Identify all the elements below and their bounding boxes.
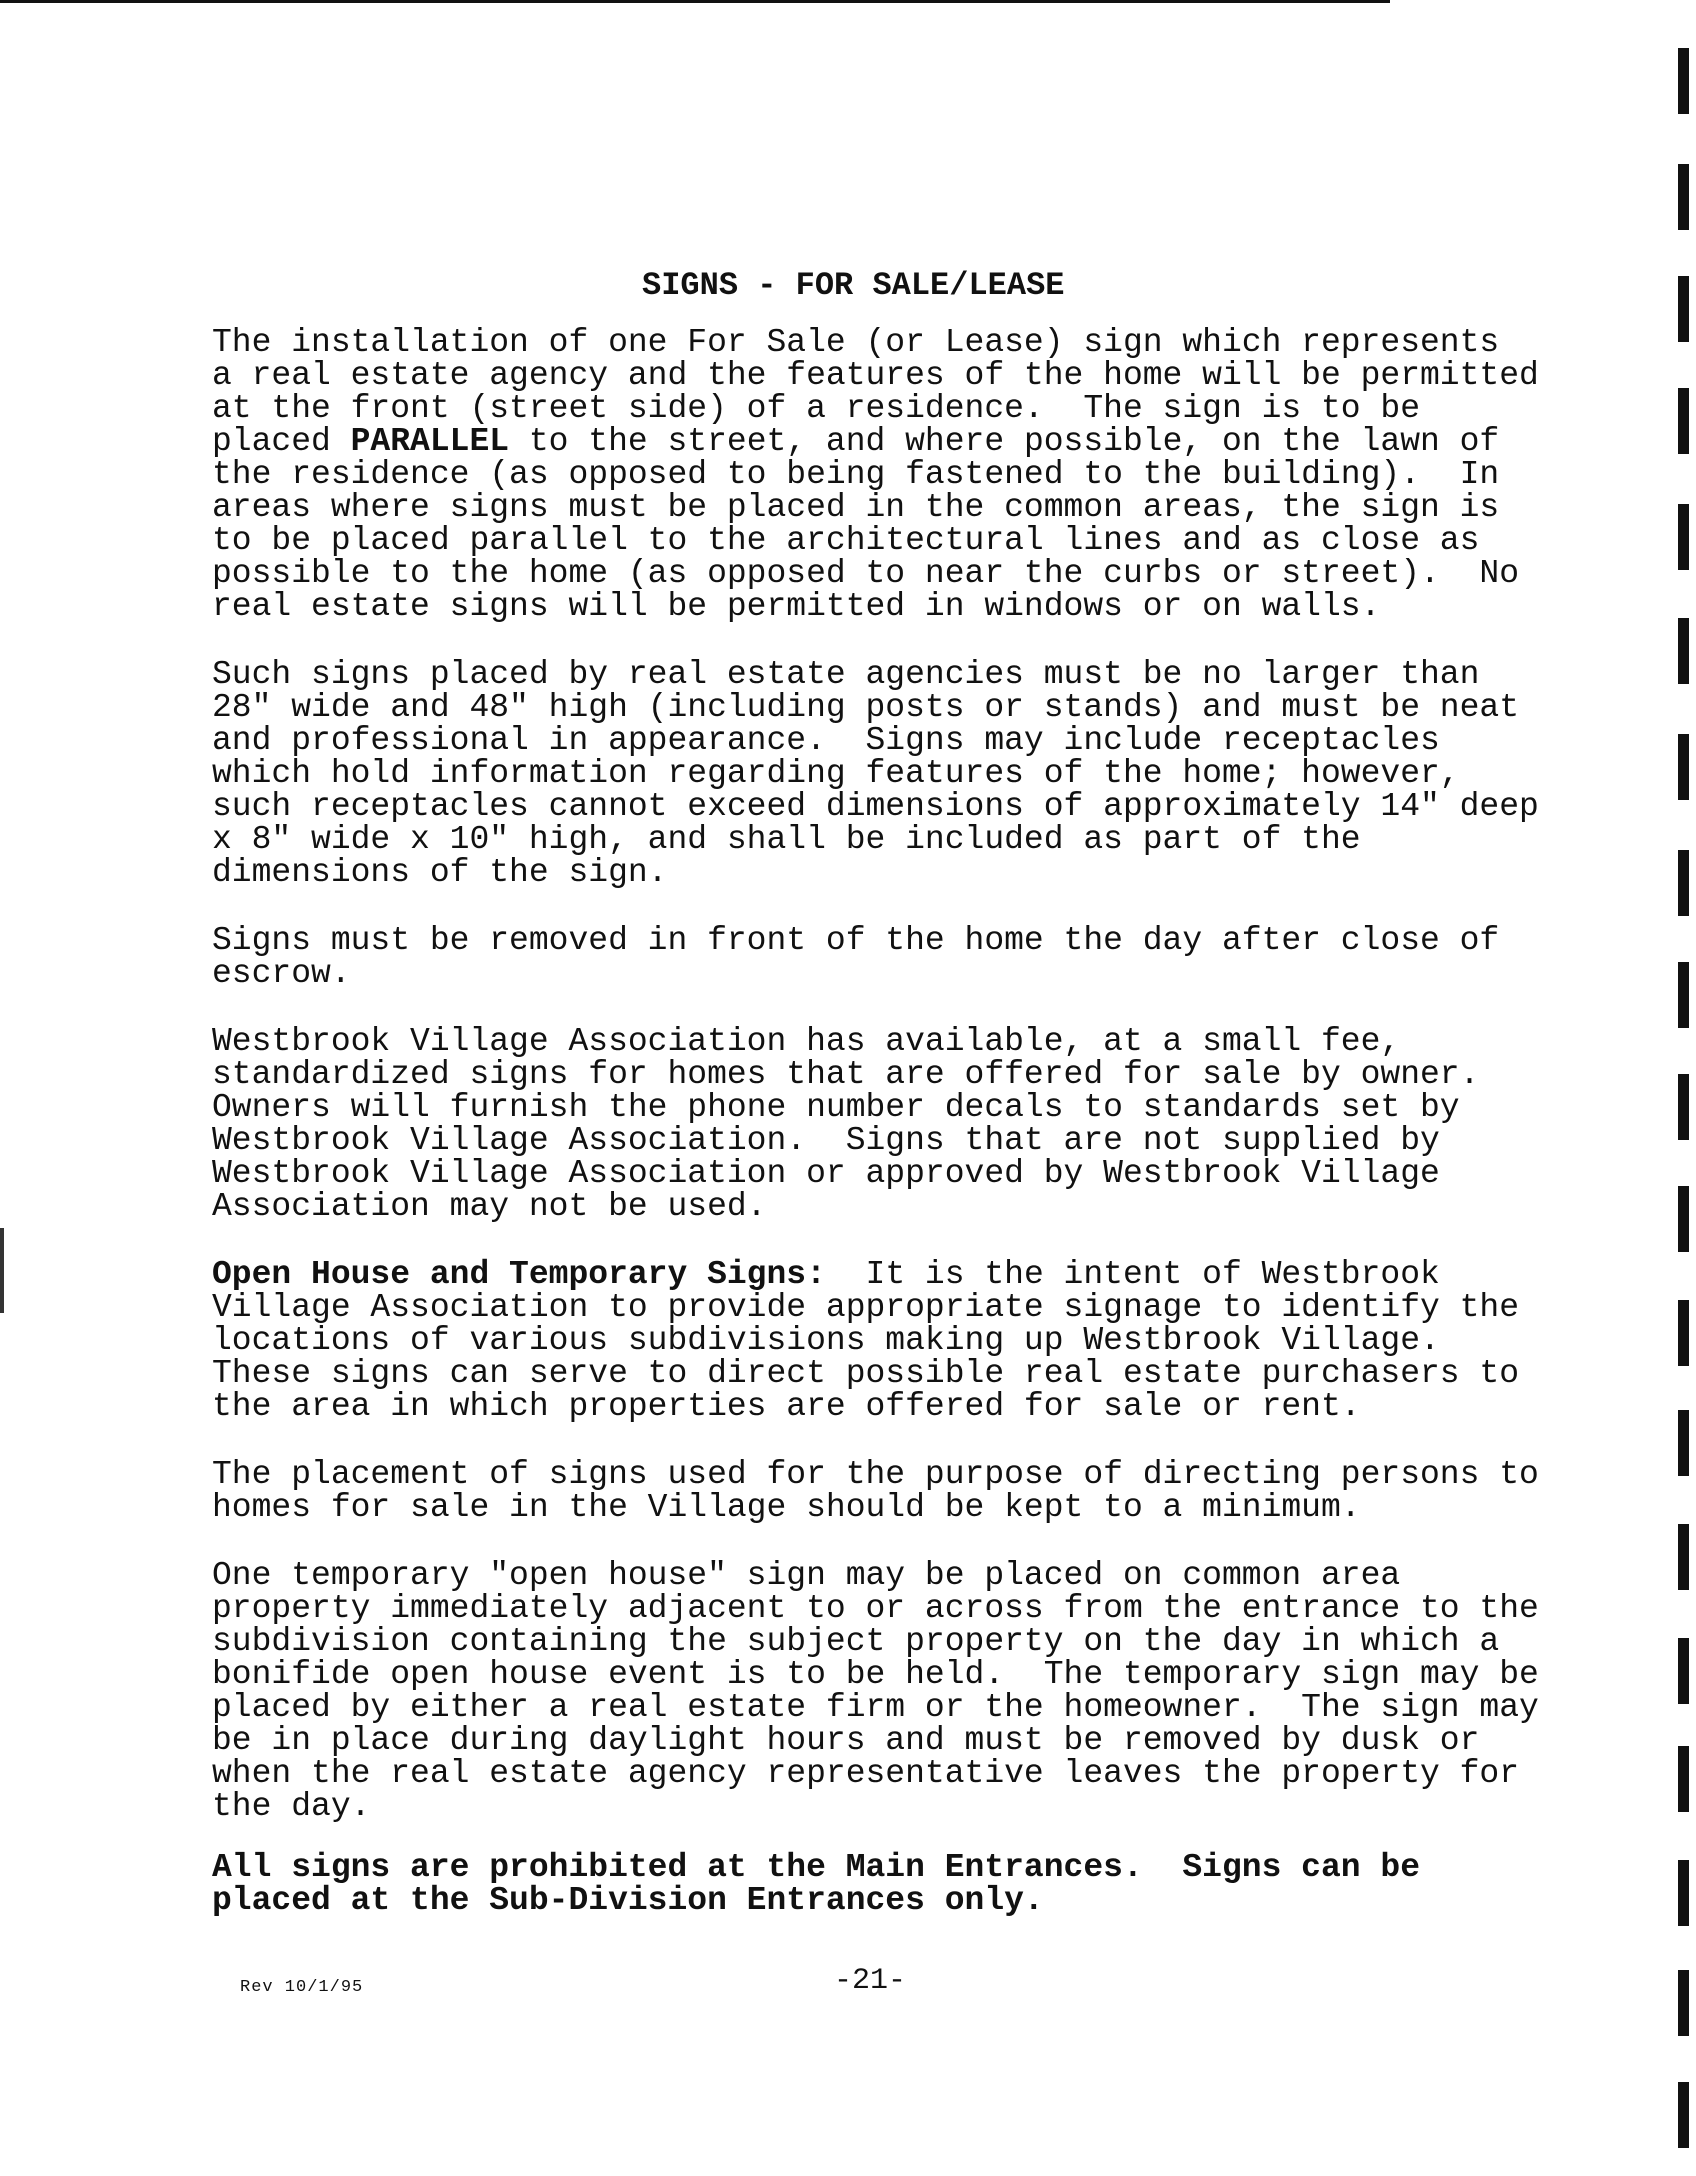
page-title: SIGNS - FOR SALE/LEASE	[642, 267, 1065, 304]
binding-mark	[1678, 1074, 1689, 1140]
parallel-emphasis: PARALLEL	[350, 423, 510, 460]
binding-mark	[1678, 1524, 1689, 1590]
paragraph-temporary-sign: One temporary "open house" sign may be placed on common area property immediately adjacent to or across from the entrance to the subdivision containing the subject property on the day in which a bonifide open house event is to be held. The temporary sign may be placed by either a real estate firm or the homeowner. The sign may be in place during daylight hours and must be removed by dusk or when the real estate agency representative leaves the property for the day.	[212, 1557, 1539, 1825]
binding-mark	[1678, 388, 1689, 454]
binding-mark	[1678, 962, 1689, 1028]
paragraph-sign-size: Such signs placed by real estate agencies must be no larger than 28" wide and 48" high (including posts or stands) and must be neat and professional in appearance. Signs may include receptacles which hold information regarding features of the home; however, such receptacles cannot exceed dimensions of approximately 14" deep x 8" wide x 10" high, and shall be included as part of the dimensions of the sign.	[212, 656, 1539, 891]
paragraph-directional-signs: The placement of signs used for the purpose of directing persons to homes for sale in the Village should be kept to a minimum.	[212, 1456, 1539, 1526]
paragraph-sign-removal: Signs must be removed in front of the home the day after close of escrow.	[212, 922, 1500, 992]
binding-mark	[1678, 164, 1689, 230]
binding-mark	[1678, 1638, 1689, 1704]
revision-date: Rev 10/1/95	[240, 1978, 364, 1997]
paragraph-entrance-rule: All signs are prohibited at the Main Entrances. Signs can be placed at the Sub-Division Entrances only.	[212, 1849, 1420, 1919]
binding-mark	[1678, 1746, 1689, 1812]
binding-mark	[1678, 618, 1689, 684]
binding-mark	[1678, 2082, 1689, 2148]
top-border-line	[0, 0, 1390, 3]
binding-mark	[1678, 276, 1689, 342]
document-page	[212, 267, 1539, 1919]
binding-mark	[1678, 850, 1689, 916]
binding-mark	[1678, 1860, 1689, 1926]
paragraph-open-house: Open House and Temporary Signs: It is the intent of Westbrook Village Association to provide appropriate signage to identify the locations of various subdivisions making up Westbrook Village. These signs can serve to direct possible real estate purchasers to the area in which properties are offered for sale or rent.	[212, 1256, 1520, 1425]
binding-mark	[1678, 48, 1689, 114]
scan-edge-mark	[0, 1228, 4, 1313]
paragraph-association-signs: Westbrook Village Association has available, at a small fee, standardized signs for homes that are offered for sale by owner. Owners will furnish the phone number decals to standards set by Westbrook Village Association. Signs that are not supplied by Westbrook Village Association or approved by Westbrook Village Association may not be used.	[212, 1023, 1480, 1225]
open-house-heading: Open House and Temporary Signs:	[212, 1256, 826, 1293]
binding-mark	[1678, 1410, 1689, 1476]
binding-mark	[1678, 504, 1689, 570]
page-number: -21-	[834, 1964, 907, 1998]
binding-mark	[1678, 1186, 1689, 1252]
page-footer	[0, 1960, 1696, 2000]
paragraph-sign-installation: The installation of one For Sale (or Lease) sign which represents a real estate agency and the features of the home will be permitted at the front (street side) of a residence. The sign is to be placed PARALLEL to the street, and where possible, on the lawn of the residence (as opposed to being fastened to the building). In areas where signs must be placed in the common areas, the sign is to be placed parallel to the architectural lines and as close as possible to the home (as opposed to near the curbs or street). No real estate signs will be permitted in windows or on walls.	[212, 324, 1539, 625]
binding-mark	[1678, 1300, 1689, 1366]
binding-mark	[1678, 734, 1689, 800]
